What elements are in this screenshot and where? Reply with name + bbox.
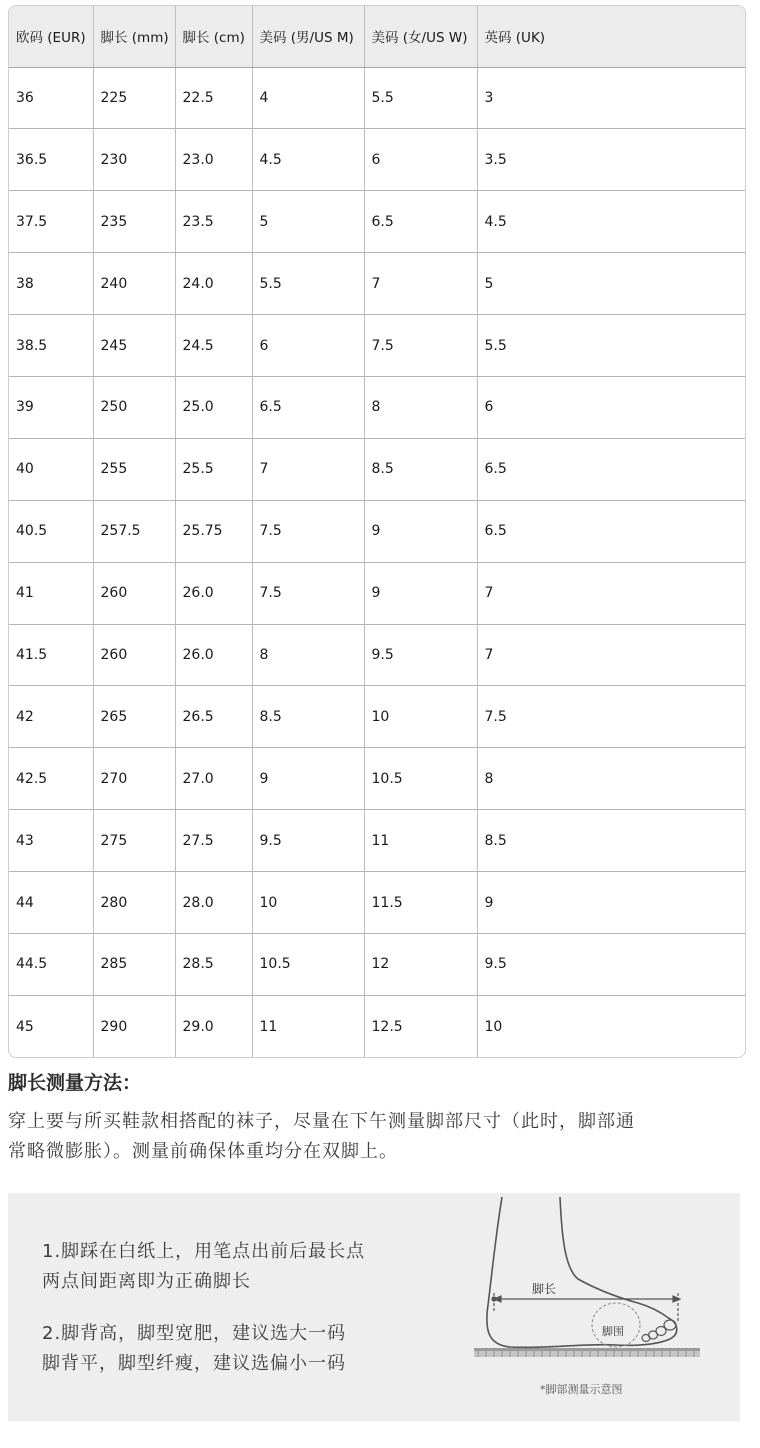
table-row [9, 500, 745, 562]
cell-us-men: 9 [252, 748, 364, 810]
table-row [9, 562, 745, 624]
method-line-1: 穿上要与所买鞋款相搭配的袜子，尽量在下午测量脚部尺寸（此时，脚部通 [8, 1111, 635, 1132]
foot-measurement-diagram [466, 1193, 738, 1421]
cell-foot-mm: 270 [93, 748, 175, 810]
cell-eur: 40 [9, 438, 93, 500]
guide-step-1 [42, 1237, 365, 1297]
cell-us-women: 8 [364, 376, 477, 438]
cell-uk: 7 [477, 624, 745, 686]
cell-us-men: 4 [252, 67, 364, 129]
cell-foot-cm: 22.5 [175, 67, 252, 129]
cell-us-women: 8.5 [364, 438, 477, 500]
cell-us-women: 12 [364, 933, 477, 995]
cell-us-women: 10 [364, 686, 477, 748]
cell-foot-mm: 280 [93, 872, 175, 934]
cell-eur: 37.5 [9, 191, 93, 253]
cell-foot-mm: 265 [93, 686, 175, 748]
cell-us-men: 8 [252, 624, 364, 686]
cell-foot-cm: 27.5 [175, 810, 252, 872]
cell-foot-mm: 225 [93, 67, 175, 129]
cell-eur: 39 [9, 376, 93, 438]
measurement-method [8, 1068, 748, 1167]
cell-foot-cm: 25.0 [175, 376, 252, 438]
cell-us-women: 9 [364, 500, 477, 562]
cell-foot-cm: 28.0 [175, 872, 252, 934]
size-chart-card [8, 5, 746, 1058]
method-text [8, 1107, 748, 1167]
cell-eur: 38 [9, 253, 93, 315]
cell-eur: 45 [9, 995, 93, 1057]
cell-foot-cm: 29.0 [175, 995, 252, 1057]
cell-us-men: 10 [252, 872, 364, 934]
cell-us-women: 11 [364, 810, 477, 872]
cell-foot-mm: 240 [93, 253, 175, 315]
cell-foot-cm: 28.5 [175, 933, 252, 995]
cell-eur: 36.5 [9, 129, 93, 191]
table-row [9, 438, 745, 500]
cell-us-men: 7.5 [252, 562, 364, 624]
table-row [9, 191, 745, 253]
cell-foot-cm: 25.75 [175, 500, 252, 562]
cell-foot-cm: 24.5 [175, 315, 252, 377]
cell-us-men: 6 [252, 315, 364, 377]
cell-us-women: 10.5 [364, 748, 477, 810]
cell-uk: 6.5 [477, 500, 745, 562]
cell-uk: 9.5 [477, 933, 745, 995]
cell-eur: 43 [9, 810, 93, 872]
cell-uk: 5 [477, 253, 745, 315]
table-row [9, 872, 745, 934]
header-eur: 欧码 (EUR) [9, 6, 93, 67]
cell-foot-cm: 26.0 [175, 562, 252, 624]
table-row [9, 686, 745, 748]
cell-us-men: 8.5 [252, 686, 364, 748]
cell-us-men: 7 [252, 438, 364, 500]
cell-uk: 7 [477, 562, 745, 624]
cell-us-men: 9.5 [252, 810, 364, 872]
cell-uk: 9 [477, 872, 745, 934]
table-row [9, 253, 745, 315]
cell-foot-cm: 23.5 [175, 191, 252, 253]
cell-us-women: 7 [364, 253, 477, 315]
cell-foot-mm: 275 [93, 810, 175, 872]
cell-foot-cm: 23.0 [175, 129, 252, 191]
cell-eur: 36 [9, 67, 93, 129]
table-row [9, 315, 745, 377]
cell-eur: 41 [9, 562, 93, 624]
cell-foot-mm: 260 [93, 562, 175, 624]
step1-line2: 两点间距离即为正确脚长 [42, 1271, 251, 1292]
cell-eur: 42 [9, 686, 93, 748]
cell-us-women: 9.5 [364, 624, 477, 686]
cell-us-women: 12.5 [364, 995, 477, 1057]
cell-us-men: 6.5 [252, 376, 364, 438]
cell-uk: 8 [477, 748, 745, 810]
table-row [9, 810, 745, 872]
cell-us-men: 10.5 [252, 933, 364, 995]
header-foot-mm: 脚长 (mm) [93, 6, 175, 67]
cell-uk: 7.5 [477, 686, 745, 748]
table-row [9, 67, 745, 129]
cell-foot-mm: 260 [93, 624, 175, 686]
foot-outline-icon [487, 1197, 677, 1347]
cell-eur: 41.5 [9, 624, 93, 686]
cell-eur: 38.5 [9, 315, 93, 377]
step1-line1: 1.脚踩在白纸上，用笔点出前后最长点 [42, 1241, 366, 1262]
cell-us-men: 5.5 [252, 253, 364, 315]
cell-us-women: 9 [364, 562, 477, 624]
table-body [9, 67, 745, 1057]
cell-eur: 42.5 [9, 748, 93, 810]
table-row [9, 748, 745, 810]
cell-uk: 10 [484, 1018, 503, 1035]
table-row [9, 933, 745, 995]
cell-foot-cm: 26.5 [175, 686, 252, 748]
cell-foot-mm: 255 [93, 438, 175, 500]
cell-us-men: 11 [252, 995, 364, 1057]
cell-uk: 3 [477, 67, 745, 129]
cell-us-men: 5 [252, 191, 364, 253]
cell-foot-mm: 230 [93, 129, 175, 191]
header-uk: 英码 (UK) [477, 6, 745, 67]
diagram-caption: *脚部测量示意图 [540, 1383, 623, 1396]
cell-us-women: 7.5 [364, 315, 477, 377]
step2-line2: 脚背平，脚型纤瘦，建议选偏小一码 [42, 1353, 346, 1374]
size-chart-table [9, 6, 745, 1057]
cell-foot-cm: 25.5 [175, 438, 252, 500]
cell-foot-cm: 24.0 [175, 253, 252, 315]
measurement-guide [8, 1193, 740, 1421]
cell-us-women: 6 [364, 129, 477, 191]
cell-us-women: 11.5 [364, 872, 477, 934]
cell-eur: 44.5 [9, 933, 93, 995]
cell-eur: 44 [9, 872, 93, 934]
cell-foot-mm: 285 [93, 933, 175, 995]
cell-uk: 6.5 [477, 438, 745, 500]
guide-step-2 [42, 1319, 346, 1379]
cell-eur: 40.5 [9, 500, 93, 562]
table-row [9, 376, 745, 438]
cell-foot-mm: 250 [93, 376, 175, 438]
cell-us-women: 6.5 [364, 191, 477, 253]
table-row [9, 995, 745, 1057]
cell-uk: 4.5 [477, 191, 745, 253]
table-header-row [9, 6, 745, 67]
cell-us-men: 7.5 [252, 500, 364, 562]
cell-foot-cm: 27.0 [175, 748, 252, 810]
table-row [9, 624, 745, 686]
cell-us-men: 4.5 [252, 129, 364, 191]
header-us-men: 美码 (男/US M) [252, 6, 364, 67]
method-title: 脚长测量方法： [8, 1072, 142, 1094]
cell-foot-cm: 26.0 [175, 624, 252, 686]
header-foot-cm: 脚长 (cm) [175, 6, 252, 67]
cell-foot-mm: 245 [93, 315, 175, 377]
method-line-2: 常略微膨胀）。测量前确保体重均分在双脚上。 [8, 1141, 398, 1162]
cell-uk: 5.5 [477, 315, 745, 377]
cell-foot-mm: 257.5 [93, 500, 175, 562]
cell-foot-mm: 290 [93, 995, 175, 1057]
girth-label: 脚围 [602, 1325, 624, 1338]
length-label: 脚长 [532, 1282, 557, 1296]
ground-strip [474, 1348, 700, 1357]
table-row [9, 129, 745, 191]
header-us-women: 美码 (女/US W) [364, 6, 477, 67]
cell-uk: 3.5 [477, 129, 745, 191]
cell-uk: 8.5 [477, 810, 745, 872]
step2-line1: 2.脚背高，脚型宽肥，建议选大一码 [42, 1323, 347, 1344]
cell-uk: 6 [477, 376, 745, 438]
cell-foot-mm: 235 [93, 191, 175, 253]
cell-us-women: 5.5 [364, 67, 477, 129]
